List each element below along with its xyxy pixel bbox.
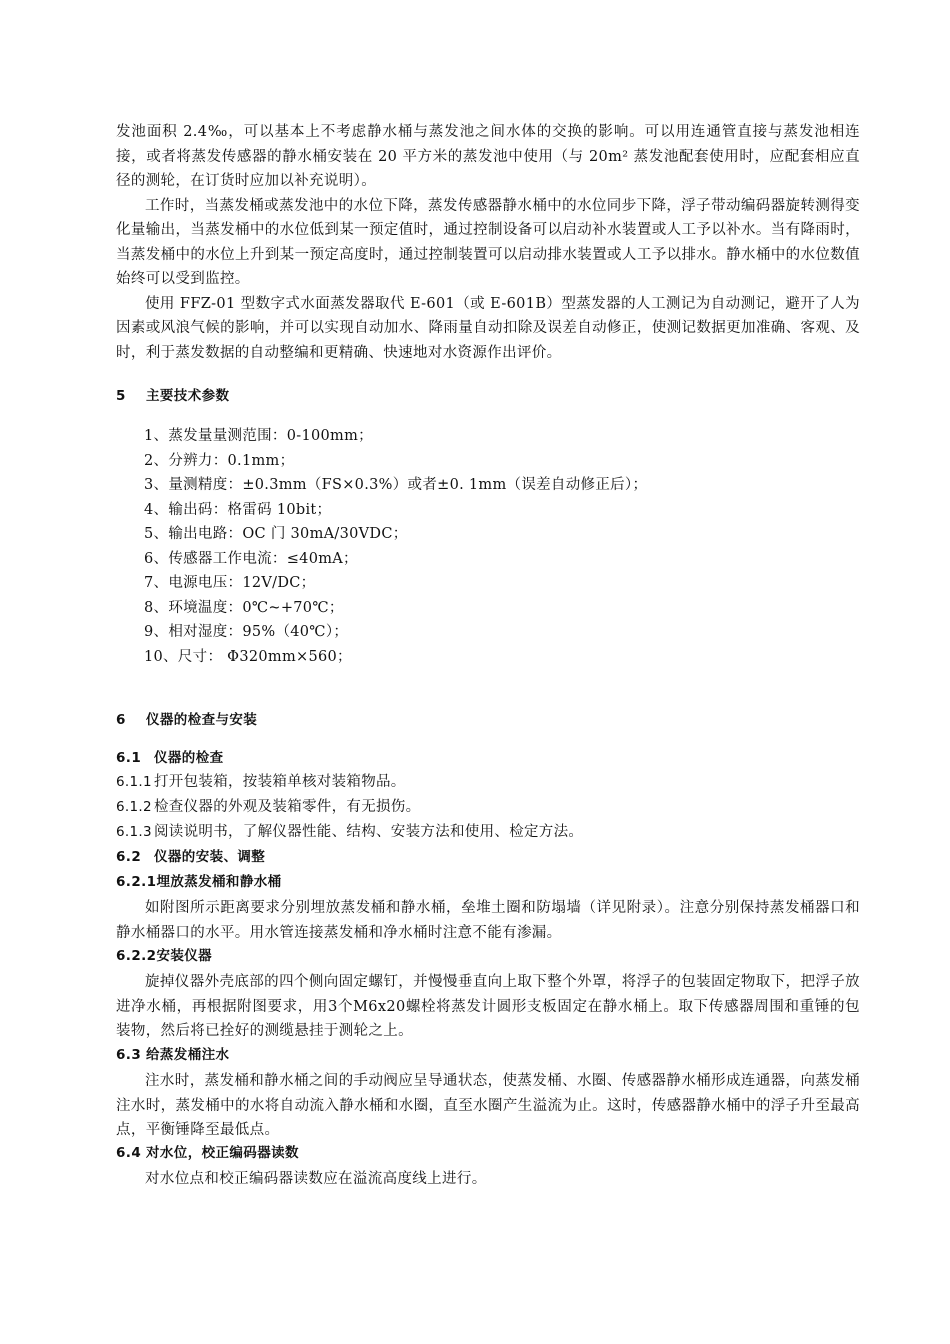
- section-6-4-heading: [116, 1143, 299, 1163]
- section-6-1-heading: [116, 748, 224, 768]
- section-6-2-1-heading: [116, 872, 282, 892]
- section-6-2-1-text: 如附图所示距离要求分别埋放蒸发桶和静水桶，垒堆土圈和防塌墙（详见附录）。注意分别保持蒸发桶器口和静水桶器口的水平。用水管连接蒸发桶和净水桶时注意不能有渗漏。: [116, 900, 860, 941]
- section-6-1-3-number: 6.1.3: [116, 824, 152, 840]
- parameter-item: 3、量测精度：±0.3mm（FS×0.3%）或者±0. 1mm（误差自动修正后）；: [144, 477, 648, 493]
- section-6-1-1-number: 6.1.1: [116, 774, 152, 790]
- section-6-4-text: 对水位点和校正编码器读数应在溢流高度线上进行。: [145, 1171, 487, 1187]
- parameter-item: 7、电源电压：12V/DC；: [144, 575, 316, 591]
- section-6-2-2-body: [116, 970, 860, 1044]
- section-5-number: 5: [116, 388, 126, 404]
- parameter-item: 6、传感器工作电流：≤40mA；: [144, 550, 358, 567]
- intro-paragraph-1: 发池面积 2.4‰，可以基本上不考虑静水桶与蒸发池之间水体的交换的影响。可以用连通管直接与蒸发池相连接，或者将蒸发传感器的静水桶安装在 20 平方米的蒸发池中使用（与 20m² 蒸发池配套使用时，应配套相应直径的测轮，在订货时应加以补充说明）。: [116, 124, 860, 189]
- section-6-1-2: [116, 797, 420, 817]
- section-6-1-2-text: 检查仪器的外观及装箱零件，有无损伤。: [154, 799, 421, 815]
- section-6-2-number: 6.2: [116, 849, 142, 865]
- intro-paragraph-2: 工作时，当蒸发桶或蒸发池中的水位下降，蒸发传感器静水桶中的水位同步下降，浮子带动编码器旋转测得变化量输出，当蒸发桶中的水位低到某一预定值时，通过控制设备可以启动补水装置或人工予以补水。当有降雨时，当蒸发桶中的水位上升到某一预定高度时，通过控制装置可以启动排水装置或人工予以排水。静水桶中的水位数值始终可以受到监控。: [116, 197, 860, 287]
- section-6-title: 仪器的检查与安装: [146, 712, 258, 728]
- parameter-item: 4、输出码：格雷码 10bit；: [144, 501, 332, 518]
- section-6-3-text: 注水时，蒸发桶和静水桶之间的手动阀应呈导通状态，使蒸发桶、水圈、传感器静水桶形成连通器，向蒸发桶注水时，蒸发桶中的水将自动流入静水桶和水圈，直至水圈产生溢流为止。这时，传感器静水桶中的浮子升至最高点，平衡锤降至最低点。: [116, 1073, 860, 1138]
- section-6-1-number: 6.1: [116, 750, 142, 766]
- section-6-3-body: [116, 1069, 860, 1143]
- section-6-4-title: 对水位，校正编码器读数: [146, 1145, 299, 1161]
- parameter-item: 1、蒸发量量测范围：0-100mm；: [144, 428, 373, 444]
- section-6-4-body: [116, 1167, 860, 1192]
- section-6-2-heading: [116, 847, 265, 867]
- section-6-1-1: [116, 772, 406, 792]
- section-6-2-1-title: 埋放蒸发桶和静水桶: [156, 874, 282, 890]
- section-5-title: 主要技术参数: [146, 388, 230, 404]
- section-6-2-title: 仪器的安装、调整: [154, 849, 266, 865]
- section-6-2-2-number: 6.2.2: [116, 948, 157, 964]
- section-5-heading: [116, 386, 229, 406]
- section-6-1-3: [116, 822, 583, 842]
- section-6-2-2-heading: [116, 946, 212, 966]
- intro-block: [116, 120, 860, 365]
- section-6-1-2-number: 6.1.2: [116, 799, 152, 815]
- section-6-heading: [116, 710, 257, 730]
- parameter-item: 2、分辨力：0.1mm；: [144, 452, 295, 469]
- section-6-1-3-text: 阅读说明书，了解仪器性能、结构、安装方法和使用、检定方法。: [154, 824, 584, 840]
- parameter-item: 5、输出电路：OC 门 30mA/30VDC；: [144, 526, 408, 542]
- section-6-2-2-title: 安装仪器: [156, 948, 213, 964]
- section-6-3-title: 给蒸发桶注水: [146, 1047, 230, 1063]
- section-6-2-2-text: 旋掉仪器外壳底部的四个侧向固定螺钉，并慢慢垂直向上取下整个外罩，将浮子的包装固定物取下，把浮子放进净水桶，再根据附图要求，用3个M6x20螺栓将蒸发计圆形支板固定在静水桶上。取下传感器周围和重锤的包装物，然后将已拴好的测缆悬挂于测轮之上。: [116, 974, 860, 1039]
- section-6-4-number: 6.4: [116, 1145, 142, 1161]
- section-6-number: 6: [116, 712, 126, 728]
- section-6-3-heading: [116, 1045, 229, 1065]
- parameter-list: [144, 424, 844, 669]
- section-6-1-title: 仪器的检查: [154, 750, 224, 766]
- parameter-item: 10、尺寸： Φ320mm×560；: [144, 648, 352, 665]
- parameter-item: 8、环境温度：0℃~+70℃；: [144, 599, 344, 616]
- intro-paragraph-3: 使用 FFZ-01 型数字式水面蒸发器取代 E-601（或 E-601B）型蒸发器的人工测记为自动测记，避开了人为因素或风浪气候的影响，并可以实现自动加水、降雨量自动扣除及误差自动修正，使测记数据更加准确、客观、及时，利于蒸发数据的自动整编和更精确、快速地对水资源作出评价。: [116, 295, 860, 361]
- parameter-item: 9、相对湿度：95%（40℃）；: [144, 624, 349, 640]
- section-6-2-1-number: 6.2.1: [116, 874, 157, 890]
- section-6-2-1-body: [116, 896, 860, 945]
- section-6-1-1-text: 打开包装箱，按装箱单核对装箱物品。: [154, 774, 406, 790]
- section-6-3-number: 6.3: [116, 1047, 142, 1063]
